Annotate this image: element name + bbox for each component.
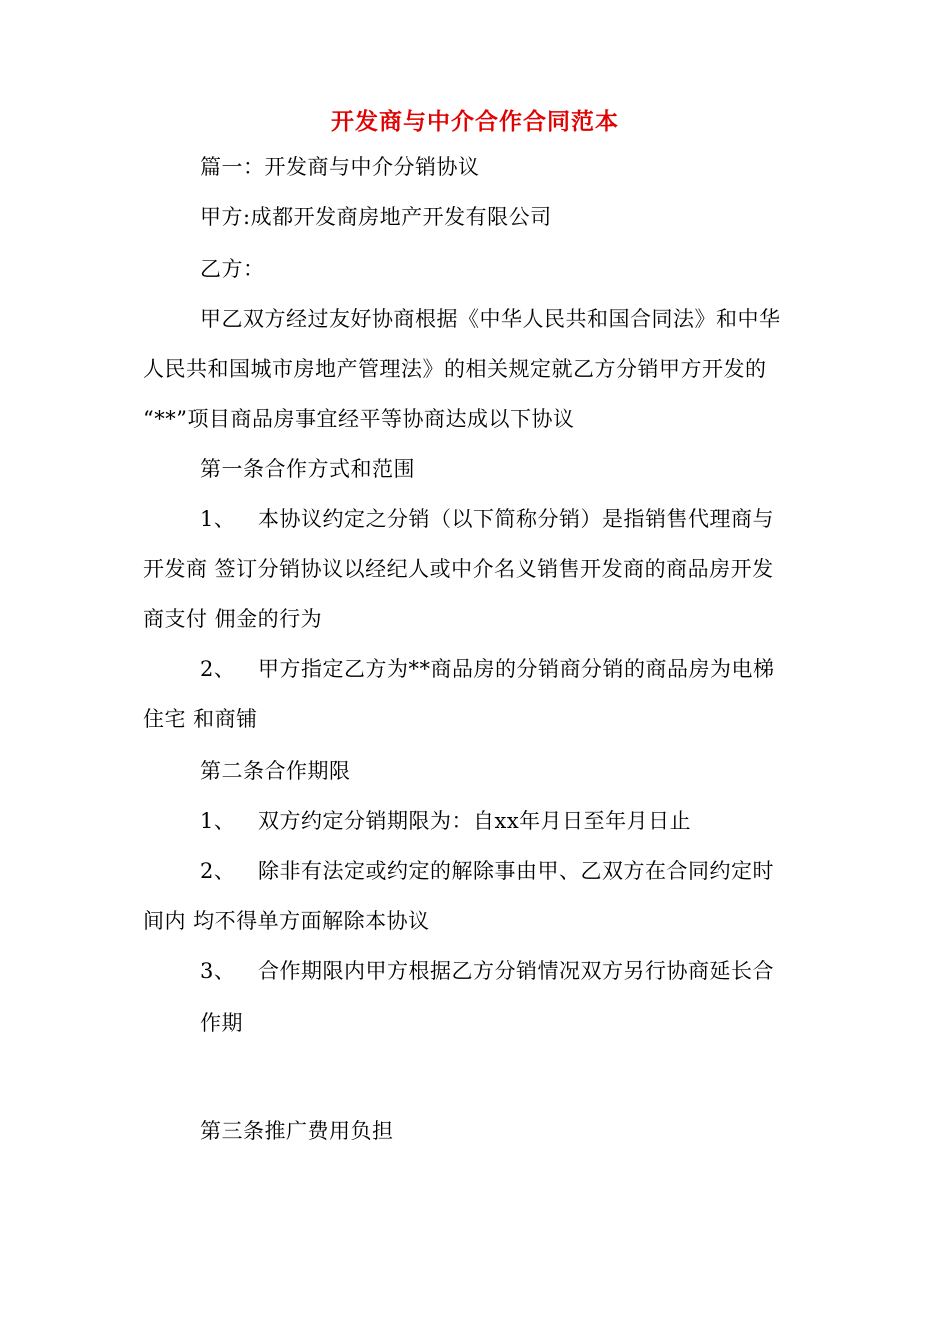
- clause-number: 2、: [200, 859, 236, 883]
- clause-line: [200, 656, 775, 682]
- clause-text: 甲方指定乙方为**商品房的分销商分销的商品房为电梯: [258, 657, 775, 681]
- clause-line: [200, 958, 774, 984]
- paragraph-line: “**”项目商品房事宜经平等协商达成以下协议: [143, 407, 575, 431]
- paragraph-line: 间内 均不得单方面解除本协议: [143, 909, 430, 933]
- clause-text: 除非有法定或约定的解除事由甲、乙双方在合同约定时: [258, 859, 774, 883]
- section-heading: 第三条推广费用负担: [200, 1119, 394, 1143]
- section-heading: 第一条合作方式和范围: [200, 457, 415, 481]
- clause-text: 本协议约定之分销（以下简称分销）是指销售代理商与: [258, 507, 774, 531]
- paragraph-line: 作期: [200, 1011, 243, 1035]
- clause-line: [200, 858, 774, 884]
- paragraph-line: 篇一：开发商与中介分销协议: [200, 155, 480, 179]
- paragraph-line: 住宅 和商铺: [143, 707, 258, 731]
- clause-number: 1、: [200, 809, 236, 833]
- clause-text: 合作期限内甲方根据乙方分销情况双方另行协商延长合: [258, 959, 774, 983]
- clause-line: [200, 506, 774, 532]
- paragraph-line: 开发商 签订分销协议以经纪人或中介名义销售开发商的商品房开发: [143, 557, 774, 581]
- paragraph-line: 甲乙双方经过友好协商根据《中华人民共和国合同法》和中华: [200, 307, 781, 331]
- paragraph-line: 商支付 佣金的行为: [143, 607, 323, 631]
- document-title: 开发商与中介合作合同范本: [331, 108, 619, 135]
- paragraph-line: 乙方：: [200, 257, 265, 281]
- clause-line: [200, 808, 691, 834]
- clause-number: 1、: [200, 507, 236, 531]
- section-heading: 第二条合作期限: [200, 759, 351, 783]
- clause-number: 3、: [200, 959, 236, 983]
- clause-number: 2、: [200, 657, 236, 681]
- paragraph-line: 人民共和国城市房地产管理法》的相关规定就乙方分销甲方开发的: [143, 357, 767, 381]
- clause-text: 双方约定分销期限为：自xx年月日至年月日止: [258, 809, 692, 833]
- paragraph-line: 甲方:成都开发商房地产开发有限公司: [200, 205, 552, 229]
